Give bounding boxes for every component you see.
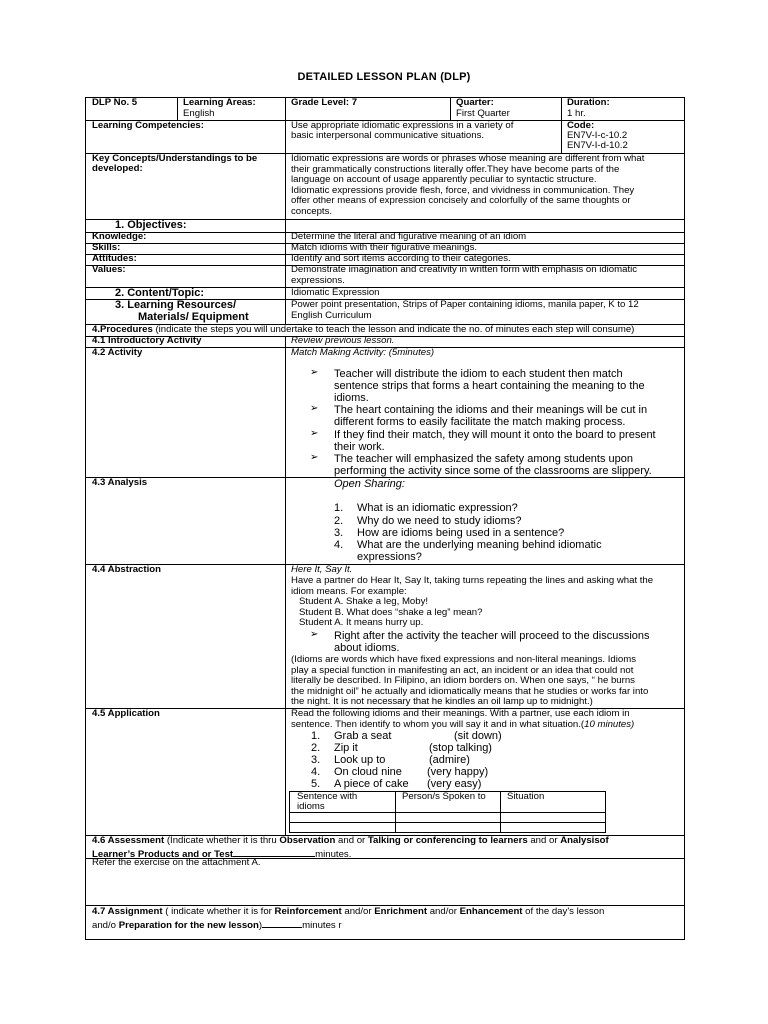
abstraction-bullet: about idioms. — [334, 642, 400, 654]
competencies-line: Use appropriate idiomatic expressions in a variety of — [291, 121, 514, 131]
row-divider — [86, 564, 684, 565]
intro-value: Review previous lesson. — [291, 336, 395, 346]
idiom-number: 2. — [311, 742, 321, 754]
application-instructions — [288, 720, 637, 731]
question-text: Why do we need to study idioms? — [357, 515, 522, 527]
knowledge-label: Knowledge: — [92, 232, 147, 242]
abstraction-bullet: Right after the activity the teacher will proceed to the discussions — [334, 630, 650, 642]
activity-bullet-line: The heart containing the idioms and their meanings will be cut in — [334, 404, 648, 416]
table-divider — [500, 792, 501, 832]
idiom-meaning: (very easy) — [427, 778, 482, 790]
document-title: DETAILED LESSON PLAN (DLP) — [297, 71, 471, 83]
assignment-note: ( indicate whether it is for — [162, 907, 275, 917]
idiom-number: 1. — [311, 730, 321, 742]
assignment-note: minutes r — [302, 920, 342, 931]
procedures-label: 4.Procedures — [92, 325, 153, 335]
col-divider — [561, 98, 562, 153]
competencies-line: basic interpersonal communicative situations. — [291, 131, 485, 141]
code-value: EN7V-I-c-10.2 — [567, 131, 628, 141]
activity-bullet-line: If they find their match, they will mount it onto the board to present — [334, 429, 656, 441]
question-number: 1. — [334, 502, 344, 514]
key-concepts-text: offer other means of expression concisely and colorfully of the same thoughts or — [291, 196, 631, 207]
activity-title: Match Making Activity: (5minutes) — [291, 348, 435, 358]
values-value: Demonstrate imagination and creativity in written form with emphasis on idiomatic — [291, 265, 638, 275]
question-number: 3. — [334, 527, 344, 539]
abstraction-paragraph: the night. It is not necessary that he kindles an oil lamp up to midnight.) — [291, 697, 593, 708]
key-concepts-label: Key Concepts/Understandings to be — [92, 154, 258, 164]
table-header: idioms — [297, 802, 325, 812]
resources-value: English Curriculum — [291, 311, 372, 321]
key-concepts-text: concepts. — [291, 207, 333, 217]
assessment-option: Talking or conferencing to learners — [367, 836, 528, 846]
assignment-option: Enrichment — [374, 907, 428, 917]
col-divider — [285, 336, 286, 835]
objectives-heading: 1. Objectives: — [115, 219, 187, 231]
activity-bullet-line: their work. — [334, 441, 385, 453]
table-header: Person/s Spoken to — [402, 792, 486, 802]
arrow-bullet-icon: ➢ — [310, 403, 319, 414]
minutes-blank[interactable] — [262, 918, 302, 928]
competencies-label: Learning Competencies: — [92, 121, 204, 131]
application-label: 4.5 Application — [92, 709, 160, 719]
key-concepts-text: their grammatically constructions literally offer.They have become parts of the — [291, 164, 620, 175]
quarter-value: First Quarter — [456, 109, 510, 119]
assignment-note: ) — [258, 920, 263, 931]
attitudes-value: Identify and sort items according to their categories. — [291, 254, 511, 264]
application-instructions: Read the following idioms and their meanings. With a partner, use each idiom in — [291, 709, 630, 719]
duration-label: Duration: — [567, 98, 610, 108]
activity-label: 4.2 Activity — [92, 348, 143, 358]
question-number: 4. — [334, 539, 344, 551]
dialog-line: Student B. What does “shake a leg” mean? — [299, 608, 483, 618]
activity-bullet-line: performing the activity since some of the classrooms are slippery. — [334, 465, 652, 477]
learning-areas-value: English — [183, 109, 215, 119]
duration-value: 1 hr. — [567, 109, 586, 119]
learning-areas-label: Learning Areas: — [183, 98, 256, 108]
question-text: How are idioms being used in a sentence? — [357, 527, 565, 539]
table-divider — [290, 822, 605, 823]
idiom-text: On cloud nine — [334, 766, 402, 778]
assessment-note: (Indicate whether it is thru — [164, 836, 280, 846]
assessment-body: Refer the exercise on the attachment A. — [92, 858, 261, 868]
procedures-note: (indicate the steps you will undertake to teach the lesson and indicate the no. of minutes each step will consume) — [152, 325, 635, 335]
minutes-blank[interactable] — [233, 847, 315, 857]
abstraction-title: Here It, Say It. — [291, 565, 353, 575]
idiom-number: 4. — [311, 766, 321, 778]
content-heading: 2. Content/Topic: — [115, 287, 205, 299]
knowledge-value: Determine the literal and figurative meaning of an idiom — [291, 232, 527, 242]
intro-label: 4.1 Introductory Activity — [92, 336, 202, 346]
idiom-text: Zip it — [334, 742, 358, 754]
application-instructions-text: sentence. Then identify to whom you will say it and in what situation.( — [291, 720, 585, 730]
attitudes-label: Attitudes: — [92, 254, 137, 264]
key-concepts-label: developed: — [92, 164, 143, 174]
procedures-row — [89, 325, 637, 336]
row-divider — [86, 905, 684, 906]
question-text: What is an idiomatic expression? — [357, 502, 518, 514]
analysis-title: Open Sharing: — [334, 478, 405, 490]
application-table — [289, 791, 606, 833]
key-concepts-text: Idiomatic expressions provide flesh, force, and vividness in communication. They — [291, 185, 635, 196]
assignment-note: and/or — [341, 907, 375, 917]
key-concepts-text: language on account of usage apparently peculiar to syntactic structure. — [291, 175, 597, 186]
arrow-bullet-icon: ➢ — [310, 367, 319, 378]
assignment-label: 4.7 Assignment — [92, 907, 163, 917]
table-divider — [395, 792, 396, 832]
assessment-note: and or — [335, 836, 368, 846]
key-concepts-text: Idiomatic expressions are words or phrases whose meaning are different from what — [291, 154, 645, 164]
idiom-number: 5. — [311, 778, 321, 790]
resources-heading: Materials/ Equipment — [138, 311, 249, 323]
dialog-line: Student A. It means hurry up. — [299, 618, 424, 628]
assignment-option: Preparation for the new lesson — [118, 920, 259, 931]
abstraction-intro: idiom means. For example: — [291, 587, 407, 597]
assignment-option: Reinforcement — [274, 907, 342, 917]
content-value: Idiomatic Expression — [291, 288, 380, 298]
assignment-note: of the day's lesson — [522, 907, 605, 917]
idiom-number: 3. — [311, 754, 321, 766]
code-value: EN7V-I-d-10.2 — [567, 141, 628, 151]
abstraction-label: 4.4 Abstraction — [92, 565, 161, 575]
assignment-row — [89, 918, 345, 932]
quarter-label: Quarter: — [456, 98, 494, 108]
col-divider — [285, 98, 286, 324]
dlp-number: DLP No. 5 — [92, 98, 138, 108]
activity-bullet-line: Teacher will distribute the idiom to each student then match — [334, 368, 623, 380]
table-divider — [290, 812, 605, 813]
activity-bullet-line: different forms to easily facilitate the match making process. — [334, 416, 626, 428]
analysis-label: 4.3 Analysis — [92, 478, 148, 488]
question-text: What are the underlying meaning behind idiomatic — [357, 539, 602, 551]
assessment-option: Analysisof — [560, 836, 609, 846]
assignment-note: and/o — [92, 920, 119, 931]
skills-value: Match idioms with their figurative meanings. — [291, 243, 478, 253]
idiom-meaning: (very happy) — [427, 766, 489, 778]
col-divider — [450, 98, 451, 120]
activity-bullet-line: sentence strips that forms a heart containing the meaning to the — [334, 380, 645, 392]
arrow-bullet-icon: ➢ — [310, 629, 319, 640]
activity-bullet-line: idioms. — [334, 392, 369, 404]
assessment-option: Observation — [279, 836, 336, 846]
assignment-option: Enhancement — [459, 907, 523, 917]
assessment-label: 4.6 Assessment — [92, 836, 165, 846]
question-text: expressions? — [357, 551, 422, 563]
idiom-meaning: (admire) — [429, 754, 470, 766]
assignment-row — [89, 907, 607, 918]
dialog-line: Student A. Shake a leg, Moby! — [299, 597, 429, 607]
arrow-bullet-icon: ➢ — [310, 452, 319, 463]
assessment-option: Learner’s Products and or Test — [92, 849, 234, 860]
application-time: 10 minutes) — [584, 720, 635, 730]
lesson-plan-table — [85, 97, 685, 940]
assessment-row — [89, 836, 612, 847]
idiom-meaning: (stop talking) — [429, 742, 492, 754]
abstraction-paragraph: literally be described. In Filipino, an idiom borders on. When one says, “ he burns — [291, 676, 635, 687]
abstraction-paragraph: the midnight oil” he actually and idiomatically means that he studies or works far into — [291, 686, 649, 697]
abstraction-intro: Have a partner do Hear It, Say It, taking turns repeating the lines and asking what the — [291, 576, 654, 586]
values-label: Values: — [92, 265, 126, 275]
idiom-meaning: (sit down) — [454, 730, 502, 742]
resources-value: Power point presentation, Strips of Paper containing idioms, manila paper, K to 12 — [291, 300, 639, 310]
grade-level: Grade Level: 7 — [291, 98, 358, 108]
abstraction-paragraph: play a special function in manifesting an act, an incident or an idea that could not — [291, 665, 634, 676]
arrow-bullet-icon: ➢ — [310, 428, 319, 439]
idiom-text: A piece of cake — [334, 778, 409, 790]
idiom-text: Look up to — [334, 754, 386, 766]
values-value: expressions. — [291, 276, 345, 286]
table-header: Sentence with — [297, 792, 358, 802]
skills-label: Skills: — [92, 243, 121, 253]
resources-heading: 3. Learning Resources/ — [115, 299, 237, 311]
idiom-text: Grab a seat — [334, 730, 392, 742]
assignment-note: and/or — [427, 907, 460, 917]
assessment-note: and or — [527, 836, 561, 846]
code-label: Code: — [567, 121, 595, 131]
abstraction-paragraph: (Idioms are words which have fixed expressions and non-literal meanings. Idioms — [291, 655, 637, 665]
assessment-note: minutes. — [315, 849, 352, 860]
activity-bullet-line: The teacher will emphasized the safety among students upon — [334, 453, 634, 465]
col-divider — [177, 98, 178, 120]
question-number: 2. — [334, 515, 344, 527]
table-header: Situation — [507, 792, 545, 802]
